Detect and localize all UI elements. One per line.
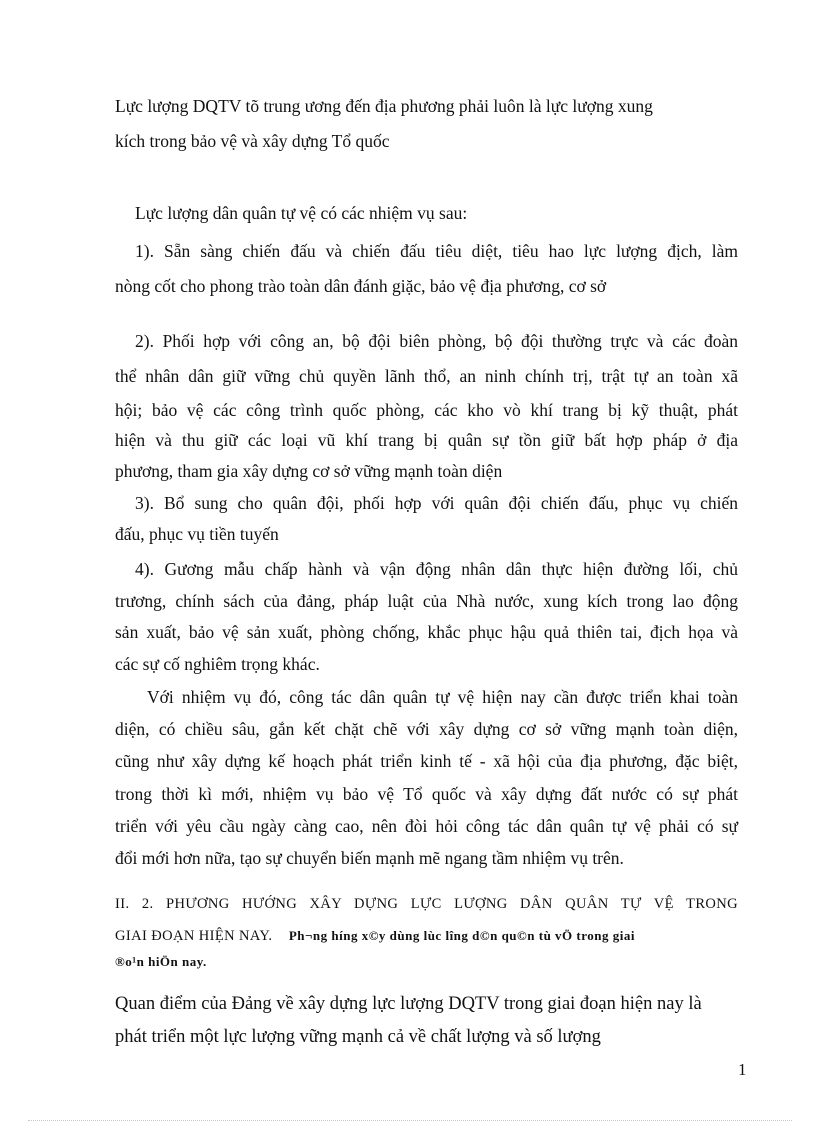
task-4-line-2: trương, chính sách của đảng, pháp luật của Nhà nước, xung kích trong lao động	[115, 591, 738, 611]
task-3-line-2: đấu, phục vụ tiền tuyến	[115, 524, 279, 544]
task-4-line-1: 4). Gương mẫu chấp hành và vận động nhân dân thực hiện đường lối, chủ	[135, 559, 738, 579]
section-heading-title: GIAI ĐOẠN HIỆN NAY.	[115, 928, 273, 944]
intro-line-2: kích trong bảo vệ và xây dựng Tổ quốc	[115, 131, 390, 151]
section-heading-garbled-1: Ph¬ng híng x©y dùng lùc lîng d©n qu©n tù vÖ trong giai	[288, 928, 635, 943]
task-3-line-1: 3). Bổ sung cho quân đội, phối hợp với quân đội chiến đấu, phục vụ chiến	[135, 493, 738, 513]
task-2-line-3: hội; bảo vệ các công trình quốc phòng, các kho vò khí trang bị kỹ thuật, phát	[115, 400, 738, 420]
conclusion-line-2: diện, có chiều sâu, gắn kết chặt chẽ với xây dựng cơ sở vững mạnh toàn diện,	[115, 719, 738, 739]
task-4-line-4: các sự cố nghiêm trọng khác.	[115, 654, 320, 674]
conclusion-line-1: Với nhiệm vụ đó, công tác dân quân tự vệ hiện nay cần được triển khai toàn	[147, 687, 738, 707]
task-4-line-3: sản xuất, bảo vệ sản xuất, phòng chống, khắc phục hậu quả thiên tai, địch họa và	[115, 622, 738, 642]
task-2-line-1: 2). Phối hợp với công an, bộ đội biên phòng, bộ đội thường trực và các đoàn	[135, 331, 738, 351]
tasks-heading: Lực lượng dân quân tự vệ có các nhiệm vụ sau:	[135, 203, 468, 223]
task-2-line-4: hiện và thu giữ các loại vũ khí trang bị quân sự tồn giữ bất hợp pháp ở địa	[115, 430, 738, 450]
conclusion-line-5: triển với yêu cầu ngày càng cao, nên đòi hỏi công tác dân quân tự vệ phải có sự	[115, 816, 738, 836]
closing-line-1: Quan điểm của Đảng về xây dựng lực lượng DQTV trong giai đoạn hiện nay là	[115, 994, 702, 1014]
closing-line-2: phát triển một lực lượng vững mạnh cả về chất lượng và số lượng	[115, 1027, 601, 1047]
task-1-line-1: 1). Sẵn sàng chiến đấu và chiến đấu tiêu diệt, tiêu hao lực lượng địch, làm	[135, 241, 738, 261]
conclusion-line-3: cũng như xây dựng kế hoạch phát triển kinh tế - xã hội của địa phương, đặc biệt,	[115, 751, 738, 771]
conclusion-line-4: trong thời kì mới, nhiệm vụ bảo vệ Tổ quốc và xây dựng đất nước có sự phát	[115, 784, 738, 804]
conclusion-line-6: đổi mới hơn nữa, tạo sự chuyển biến mạnh mẽ ngang tầm nhiệm vụ trên.	[115, 848, 624, 868]
task-2-line-5: phương, tham gia xây dựng cơ sở vững mạnh toàn diện	[115, 461, 503, 481]
section-heading-garbled-2: ®o¹n hiÖn nay.	[115, 954, 207, 969]
page-bottom-divider	[28, 1120, 792, 1121]
section-heading-line-1: II. 2. PHƯƠNG HƯỚNG XÂY DỰNG LỰC LƯỢNG DÂN QUÂN TỰ VỆ TRONG	[115, 896, 738, 912]
section-heading-line-2	[115, 923, 635, 947]
task-2-line-2: thể nhân dân giữ vững chủ quyền lãnh thổ, an ninh chính trị, trật tự an toàn xã	[115, 366, 738, 386]
intro-line-1: Lực lượng DQTV tõ trung ương đến địa phương phải luôn là lực lượng xung	[115, 96, 653, 116]
page-number: 1	[738, 1060, 747, 1079]
task-1-line-2: nòng cốt cho phong trào toàn dân đánh giặc, bảo vệ địa phương, cơ sở	[115, 276, 607, 296]
